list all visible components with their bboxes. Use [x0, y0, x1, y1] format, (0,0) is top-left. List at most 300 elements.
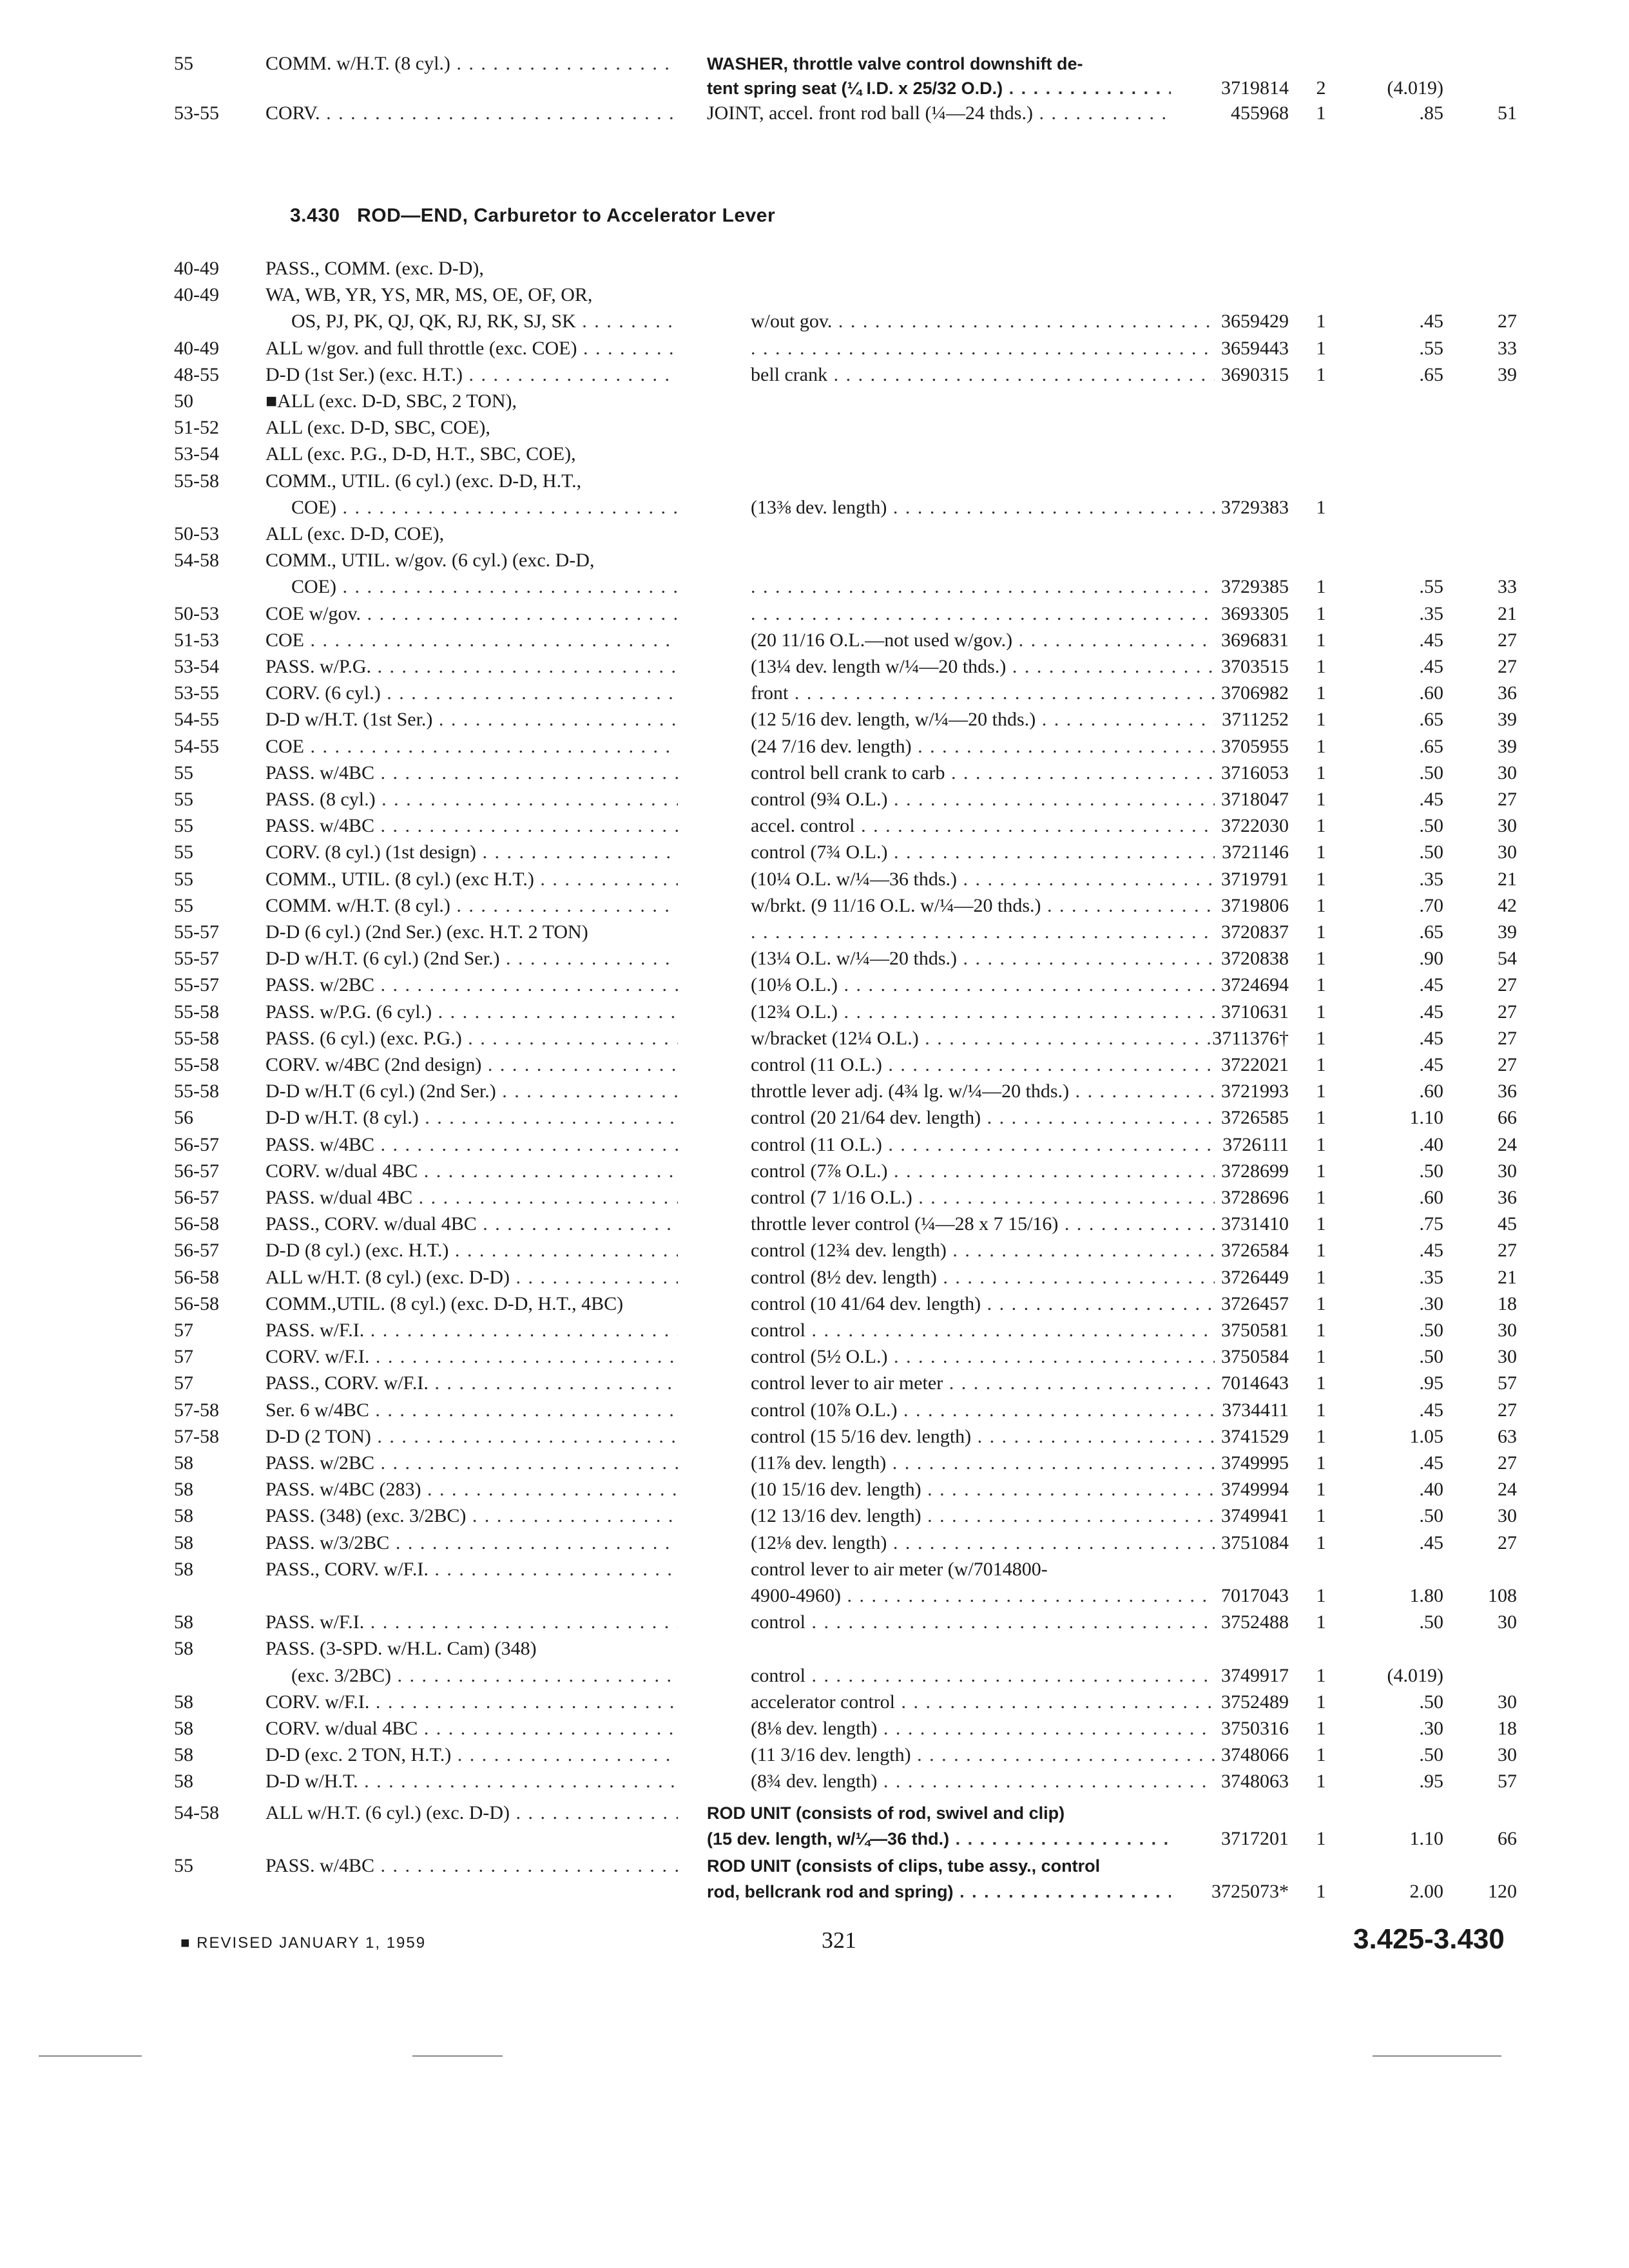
table-row	[0, 1557, 1629, 1584]
model-text: D-D (exc. 2 TON, H.T.)	[265, 1744, 452, 1765]
price-cell: .35	[1419, 869, 1443, 890]
model-text: PASS. w/dual 4BC	[265, 1187, 413, 1208]
part-number-cell: 3724694	[1221, 974, 1289, 995]
quantity-cell: 1	[1316, 1691, 1326, 1713]
quantity-cell: 1	[1316, 762, 1326, 783]
quantity-cell: 1	[1316, 709, 1326, 730]
price-cell: .45	[1419, 789, 1443, 810]
model-cell	[265, 867, 678, 892]
part-number-cell: 3726585	[1221, 1107, 1289, 1128]
price-cell: .40	[1419, 1479, 1443, 1500]
model-cell	[265, 548, 678, 573]
model-cell	[265, 1292, 678, 1316]
table-row	[0, 1716, 1629, 1744]
description-text: control (11 O.L.)	[751, 1054, 882, 1075]
quantity-cell: 1	[1316, 1213, 1326, 1235]
quantity-cell: 1	[1316, 1399, 1326, 1421]
description-cell	[751, 681, 1215, 706]
description-cell	[751, 735, 1215, 759]
year-cell: 58	[174, 1771, 193, 1792]
description-text: control	[751, 1665, 805, 1686]
model-text: COMM., UTIL. (6 cyl.) (exc. D-D, H.T.,	[265, 470, 582, 492]
description-cell	[751, 787, 1215, 812]
part-number-cell: 3752489	[1221, 1691, 1289, 1713]
description-cell	[751, 1186, 1215, 1210]
ref-cell: 21	[1498, 1267, 1517, 1288]
description-cell	[751, 602, 1215, 626]
quantity-cell: 1	[1316, 364, 1326, 385]
ref-cell: 24	[1498, 1134, 1517, 1155]
model-text: PASS. (3-SPD. w/H.L. Cam) (348)	[265, 1638, 537, 1659]
table-row	[0, 548, 1629, 575]
quantity-cell: 1	[1316, 1771, 1326, 1792]
price-cell: .30	[1419, 1718, 1443, 1739]
part-number-cell: 3722030	[1221, 815, 1289, 836]
model-cell	[265, 1451, 678, 1475]
price-cell: .30	[1419, 1293, 1443, 1314]
ref-cell: 30	[1498, 1160, 1517, 1182]
quantity-cell: 1	[1316, 576, 1326, 597]
model-text: COMM., UTIL. w/gov. (6 cyl.) (exc. D-D,	[265, 550, 595, 571]
year-cell: 55	[174, 1855, 193, 1876]
ref-cell: 66	[1498, 1828, 1517, 1849]
description-text: WASHER, throttle valve control downshift de-	[707, 54, 1083, 73]
description-text: w/brkt. (9 11/16 O.L. w/¼—20 thds.)	[751, 895, 1041, 916]
model-text: COE	[265, 736, 304, 757]
table-row	[0, 1000, 1629, 1027]
model-text: CORV. w/4BC (2nd design)	[265, 1054, 482, 1075]
part-number-cell: 3721993	[1221, 1081, 1289, 1102]
description-cell	[751, 947, 1215, 971]
model-cell	[265, 256, 678, 281]
model-text: ALL w/gov. and full throttle (exc. COE)	[265, 338, 577, 359]
table-row	[0, 469, 1629, 496]
description-cell	[751, 867, 1215, 892]
scan-artifact	[412, 2055, 503, 2057]
model-text: COMM. w/H.T. (8 cyl.)	[265, 895, 450, 916]
part-number-cell: 3717201	[1221, 1828, 1289, 1849]
price-cell: .75	[1419, 1213, 1443, 1235]
part-number-cell: 3726457	[1221, 1293, 1289, 1314]
table-row	[0, 655, 1629, 682]
year-cell: 55-58	[174, 470, 219, 492]
quantity-cell: 1	[1316, 1028, 1326, 1049]
year-cell: 51-53	[174, 629, 219, 651]
table-row	[0, 894, 1629, 921]
table-row	[0, 1159, 1629, 1186]
year-cell: 58	[174, 1479, 193, 1500]
model-text: CORV.	[265, 102, 320, 124]
year-cell: 57	[174, 1346, 193, 1367]
model-text: PASS. w/4BC	[265, 1134, 374, 1155]
year-cell: 56-58	[174, 1293, 219, 1314]
description-cell	[751, 655, 1215, 679]
model-cell	[265, 309, 678, 334]
ref-cell: 27	[1498, 1240, 1517, 1261]
description-text: (13⅜ dev. length)	[751, 497, 887, 518]
model-text: ALL w/H.T. (6 cyl.) (exc. D-D)	[265, 1802, 510, 1823]
description-cell	[751, 309, 1215, 334]
year-cell: 54-58	[174, 550, 219, 571]
table-row	[0, 522, 1629, 549]
quantity-cell: 1	[1316, 1426, 1326, 1447]
price-cell: 2.00	[1409, 1881, 1443, 1902]
model-cell	[265, 522, 678, 546]
year-cell: 50-53	[174, 523, 219, 544]
quantity-cell: 1	[1316, 1346, 1326, 1367]
table-row	[0, 1854, 1629, 1881]
description-cell	[751, 1584, 1215, 1608]
model-text: PASS. w/F.I.	[265, 1320, 365, 1341]
description-cell	[707, 52, 1171, 76]
description-cell	[751, 894, 1215, 918]
table-row	[0, 1664, 1629, 1691]
model-text: WA, WB, YR, YS, MR, MS, OE, OF, OR,	[265, 284, 593, 305]
description-cell	[751, 1106, 1215, 1130]
description-text: (12⅛ dev. length)	[751, 1532, 887, 1553]
ref-cell: 36	[1498, 682, 1517, 704]
model-cell	[265, 1053, 678, 1077]
ref-cell: 18	[1498, 1718, 1517, 1739]
model-cell	[265, 973, 678, 997]
year-cell: 58	[174, 1559, 193, 1580]
year-cell: 50	[174, 390, 193, 412]
model-text: ALL (exc. P.G., D-D, H.T., SBC, COE),	[265, 443, 576, 465]
description-cell	[751, 1610, 1215, 1635]
part-number-cell: 3721146	[1222, 841, 1289, 863]
table-row	[0, 973, 1629, 1000]
price-cell: .50	[1419, 1346, 1443, 1367]
description-cell	[751, 336, 1215, 361]
model-cell	[265, 336, 678, 361]
description-cell	[751, 1079, 1215, 1104]
description-cell	[751, 1769, 1215, 1794]
ref-cell: 30	[1498, 762, 1517, 783]
model-text: D-D (6 cyl.) (2nd Ser.) (exc. H.T. 2 TON)	[265, 921, 588, 943]
ref-cell: 30	[1498, 1346, 1517, 1367]
description-cell	[751, 707, 1215, 732]
year-cell: 55	[174, 53, 193, 74]
description-text: w/out gov.	[751, 311, 833, 332]
description-cell	[707, 76, 1171, 101]
quantity-cell: 1	[1316, 629, 1326, 651]
description-text: (15 dev. length, w/¼—36 thd.)	[707, 1829, 950, 1849]
description-cell	[751, 973, 1215, 997]
description-text: (10 15/16 dev. length)	[751, 1479, 921, 1500]
model-cell	[265, 1557, 678, 1582]
description-cell	[751, 1371, 1215, 1396]
quantity-cell: 1	[1316, 1267, 1326, 1288]
quantity-cell: 1	[1316, 338, 1326, 359]
table-row	[0, 1769, 1629, 1796]
description-text: (24 7/16 dev. length)	[751, 736, 912, 757]
quantity-cell: 1	[1316, 102, 1326, 124]
part-number-cell: 3718047	[1221, 789, 1289, 810]
description-text: rod, bellcrank rod and spring)	[707, 1882, 954, 1901]
description-text: control (9¾ O.L.)	[751, 789, 888, 810]
part-number-cell: 3711376†	[1212, 1028, 1289, 1049]
quantity-cell: 1	[1316, 1134, 1326, 1155]
table-row	[0, 1451, 1629, 1478]
description-text: control (8½ dev. length)	[751, 1267, 937, 1288]
year-cell: 58	[174, 1638, 193, 1659]
model-cell	[265, 1079, 678, 1104]
description-cell	[751, 1743, 1215, 1767]
price-cell: .95	[1419, 1771, 1443, 1792]
model-cell	[265, 1854, 678, 1878]
price-cell: (4.019)	[1387, 77, 1443, 99]
price-cell: .50	[1419, 1691, 1443, 1713]
table-row	[0, 1425, 1629, 1452]
description-text: (11 3/16 dev. length)	[751, 1744, 911, 1765]
part-number-cell: 3706982	[1221, 682, 1289, 704]
table-row	[0, 840, 1629, 867]
price-cell: .50	[1419, 815, 1443, 836]
model-text: PASS., CORV. w/dual 4BC	[265, 1213, 477, 1235]
model-text: PASS. w/2BC	[265, 974, 374, 995]
model-text: COMM. w/H.T. (8 cyl.)	[265, 53, 450, 74]
model-cell	[265, 416, 678, 440]
table-row	[0, 283, 1629, 310]
part-number-cell: 3719791	[1221, 869, 1289, 890]
model-cell	[265, 1238, 678, 1263]
model-cell	[265, 814, 678, 838]
table-row	[0, 101, 1629, 128]
model-cell	[265, 469, 678, 494]
ref-cell: 30	[1498, 841, 1517, 863]
table-row	[0, 628, 1629, 655]
model-text: CORV. (6 cyl.)	[265, 682, 381, 704]
year-cell: 56-57	[174, 1240, 219, 1261]
year-cell: 40-49	[174, 258, 219, 279]
description-cell	[707, 1827, 1171, 1851]
model-text: D-D w/H.T (6 cyl.) (2nd Ser.)	[265, 1081, 496, 1102]
year-cell: 58	[174, 1691, 193, 1713]
quantity-cell: 1	[1316, 841, 1326, 863]
quantity-cell: 1	[1316, 311, 1326, 332]
price-cell: .50	[1419, 762, 1443, 783]
page-number: 321	[822, 1927, 856, 1953]
model-cell	[265, 1026, 678, 1051]
description-text: (8¾ dev. length)	[751, 1771, 878, 1792]
ref-cell: 21	[1498, 869, 1517, 890]
ref-cell: 27	[1498, 656, 1517, 677]
year-cell: 57	[174, 1320, 193, 1341]
description-text: control	[751, 1320, 805, 1341]
description-text: control lever to air meter (w/7014800-	[751, 1559, 1048, 1580]
description-cell	[751, 920, 1215, 945]
model-cell	[265, 52, 678, 76]
price-cell: .65	[1419, 364, 1443, 385]
description-cell	[751, 1398, 1215, 1423]
price-cell: .45	[1419, 1532, 1443, 1553]
description-text: (10⅛ O.L.)	[751, 974, 838, 995]
table-row	[0, 336, 1629, 363]
description-text: (10¼ O.L. w/¼—36 thds.)	[751, 869, 957, 890]
description-cell	[751, 363, 1215, 387]
ref-cell: 63	[1498, 1426, 1517, 1447]
quantity-cell: 1	[1316, 1107, 1326, 1128]
model-text: COE)	[291, 576, 336, 597]
part-number-cell: 3693305	[1221, 603, 1289, 624]
table-row	[0, 1238, 1629, 1265]
model-text: (exc. 3/2BC)	[291, 1665, 391, 1686]
year-cell: 53-55	[174, 102, 219, 124]
price-cell: .55	[1419, 576, 1443, 597]
section-title-text: ROD—END, Carburetor to Accelerator Lever	[357, 205, 776, 226]
model-text: CORV. w/F.I.	[265, 1346, 370, 1367]
part-number-cell: 3726111	[1222, 1134, 1289, 1155]
table-row	[0, 1504, 1629, 1531]
scan-artifact	[1373, 2055, 1501, 2057]
scan-artifact	[39, 2055, 142, 2057]
model-text: PASS. w/2BC	[265, 1452, 374, 1474]
description-cell	[751, 495, 1215, 520]
price-cell: .90	[1419, 948, 1443, 969]
part-number-cell: 3728696	[1221, 1187, 1289, 1208]
model-cell	[265, 1318, 678, 1343]
model-text: COE)	[291, 497, 336, 518]
price-cell: .60	[1419, 1081, 1443, 1102]
part-number-cell: 3750584	[1221, 1346, 1289, 1367]
model-text: CORV. w/dual 4BC	[265, 1160, 418, 1182]
ref-cell: 27	[1498, 1452, 1517, 1474]
part-number-cell: 3720837	[1221, 921, 1289, 943]
description-text: w/bracket (12¼ O.L.)	[751, 1028, 919, 1049]
model-text: D-D w/H.T.	[265, 1771, 358, 1792]
description-text: (12¾ O.L.)	[751, 1001, 838, 1023]
ref-cell: 57	[1498, 1372, 1517, 1394]
price-cell: .65	[1419, 921, 1443, 943]
price-cell: .45	[1419, 1240, 1443, 1261]
model-cell	[265, 442, 678, 466]
model-text: COMM., UTIL. (8 cyl.) (exc H.T.)	[265, 869, 534, 890]
part-number-cell: 3705955	[1221, 736, 1289, 757]
description-cell	[751, 1000, 1215, 1024]
description-text: control bell crank to carb	[751, 762, 945, 783]
model-cell	[265, 1345, 678, 1369]
model-text: CORV. w/F.I.	[265, 1691, 370, 1713]
table-row	[0, 1690, 1629, 1717]
model-cell	[265, 655, 678, 679]
model-text: PASS., CORV. w/F.I.	[265, 1559, 429, 1580]
table-row	[0, 1584, 1629, 1611]
year-cell: 55-58	[174, 1001, 219, 1023]
price-cell: .45	[1419, 1399, 1443, 1421]
quantity-cell: 1	[1316, 789, 1326, 810]
part-number-cell: 3726449	[1221, 1267, 1289, 1288]
table-row	[0, 1827, 1629, 1854]
year-cell: 56-57	[174, 1160, 219, 1182]
year-cell: 58	[174, 1532, 193, 1553]
year-cell: 57	[174, 1372, 193, 1394]
part-number-cell: 3716053	[1221, 762, 1289, 783]
description-cell	[751, 1133, 1215, 1157]
ref-cell: 57	[1498, 1771, 1517, 1792]
part-number-cell: 3741529	[1221, 1426, 1289, 1447]
quantity-cell: 1	[1316, 815, 1326, 836]
price-cell: .50	[1419, 1611, 1443, 1633]
description-cell	[751, 575, 1215, 599]
price-cell: .70	[1419, 895, 1443, 916]
year-cell: 58	[174, 1718, 193, 1739]
model-text: PASS. (348) (exc. 3/2BC)	[265, 1505, 467, 1526]
model-text: PASS., CORV. w/F.I.	[265, 1372, 429, 1394]
price-cell: 1.80	[1409, 1585, 1443, 1606]
year-cell: 54-55	[174, 709, 219, 730]
year-cell: 56-58	[174, 1267, 219, 1288]
model-text: D-D (8 cyl.) (exc. H.T.)	[265, 1240, 449, 1261]
quantity-cell: 1	[1316, 1744, 1326, 1765]
ref-cell: 39	[1498, 364, 1517, 385]
year-cell: 55-58	[174, 1028, 219, 1049]
model-cell	[265, 1477, 678, 1502]
model-cell	[265, 363, 678, 387]
table-row	[0, 1079, 1629, 1106]
description-cell	[751, 840, 1215, 865]
quantity-cell: 1	[1316, 1240, 1326, 1261]
price-cell: .65	[1419, 736, 1443, 757]
description-cell	[751, 1531, 1215, 1555]
model-text: CORV. (8 cyl.) (1st design)	[265, 841, 477, 863]
model-cell	[265, 101, 678, 126]
model-cell	[265, 575, 678, 599]
quantity-cell: 1	[1316, 1665, 1326, 1686]
description-cell	[751, 628, 1215, 653]
ref-cell: 21	[1498, 603, 1517, 624]
description-cell	[751, 814, 1215, 838]
part-number-cell: 3750316	[1221, 1718, 1289, 1739]
table-row	[0, 1398, 1629, 1425]
model-cell	[265, 1716, 678, 1741]
description-cell	[751, 1716, 1215, 1741]
year-cell: 54-55	[174, 736, 219, 757]
model-cell	[265, 947, 678, 971]
table-row	[0, 495, 1629, 523]
ref-cell: 108	[1488, 1585, 1517, 1606]
ref-cell: 27	[1498, 1532, 1517, 1553]
ref-cell: 120	[1488, 1881, 1517, 1902]
table-row	[0, 389, 1629, 416]
price-cell: .45	[1419, 629, 1443, 651]
table-row	[0, 761, 1629, 788]
ref-cell: 45	[1498, 1213, 1517, 1235]
part-number-cell: 3659429	[1221, 311, 1289, 332]
description-text: (12 13/16 dev. length)	[751, 1505, 921, 1526]
ref-cell: 42	[1498, 895, 1517, 916]
price-cell: .45	[1419, 974, 1443, 995]
model-cell	[265, 1371, 678, 1396]
description-text: control (11 O.L.)	[751, 1134, 882, 1155]
table-row	[0, 1318, 1629, 1345]
table-row	[0, 1531, 1629, 1558]
quantity-cell: 1	[1316, 974, 1326, 995]
model-text: D-D w/H.T. (6 cyl.) (2nd Ser.)	[265, 948, 500, 969]
description-cell	[751, 1292, 1215, 1316]
description-text: control (20 21/64 dev. length)	[751, 1107, 981, 1128]
price-cell: .50	[1419, 841, 1443, 863]
table-row	[0, 920, 1629, 947]
ref-cell: 27	[1498, 1001, 1517, 1023]
year-cell: 55-57	[174, 921, 219, 943]
description-text: control (15 5/16 dev. length)	[751, 1426, 972, 1447]
table-row	[0, 363, 1629, 390]
year-cell: 55	[174, 815, 193, 836]
price-cell: .50	[1419, 1320, 1443, 1341]
ref-cell: 27	[1498, 1399, 1517, 1421]
description-cell	[751, 1212, 1215, 1236]
description-cell	[751, 1477, 1215, 1502]
